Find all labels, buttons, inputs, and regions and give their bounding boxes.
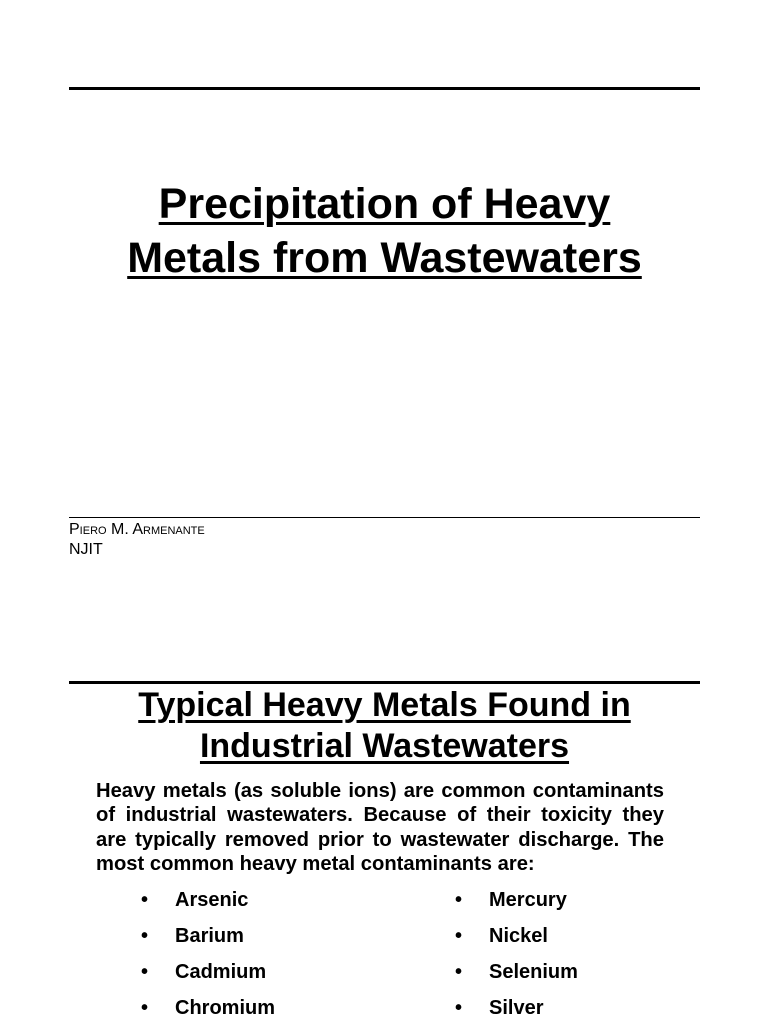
bullet-icon: • (141, 925, 149, 947)
list-item (141, 994, 275, 1024)
author-block (69, 520, 205, 560)
slide2-title-line1: Typical Heavy Metals Found in (138, 686, 631, 724)
slide1-title-line2: Metals from Wastewaters (127, 234, 642, 282)
metal-name: Arsenic (175, 889, 249, 911)
bullet-icon: • (141, 889, 149, 911)
list-item (455, 886, 578, 922)
slide1-title (69, 177, 700, 285)
slide1-title-line1: Precipitation of Heavy (158, 180, 611, 228)
author-name: Piero M. Armenante (69, 521, 205, 538)
metal-name: Silver (489, 997, 544, 1019)
bullet-icon: • (141, 997, 149, 1019)
bullet-icon: • (455, 961, 463, 983)
bullet-icon: • (455, 925, 463, 947)
slide2-title (69, 685, 700, 767)
list-item (141, 886, 275, 922)
author-rule (69, 517, 700, 518)
metal-name: Selenium (489, 961, 578, 983)
list-item (455, 922, 578, 958)
metal-name: Nickel (489, 925, 548, 947)
metal-name: Cadmium (175, 961, 267, 983)
author-institution: NJIT (69, 541, 103, 558)
top-rule (69, 87, 700, 90)
bullet-icon: • (141, 961, 149, 983)
slide2-title-line2: Industrial Wastewaters (199, 727, 570, 765)
metal-name: Mercury (489, 889, 567, 911)
intro-paragraph: Heavy metals (as soluble ions) are common contaminants of industrial wastewaters. Because of their toxicity they are typically removed prior to wastewater discharge. The most common heavy metal contaminants are: (96, 780, 664, 875)
metals-list-right (455, 886, 578, 1024)
list-item (141, 922, 275, 958)
bullet-icon: • (455, 889, 463, 911)
section-rule (69, 681, 700, 684)
list-item (455, 994, 578, 1024)
metals-list-left (141, 886, 275, 1024)
metal-name: Chromium (175, 997, 275, 1019)
list-item (141, 958, 275, 994)
metal-name: Barium (175, 925, 244, 947)
list-item (455, 958, 578, 994)
bullet-icon: • (455, 997, 463, 1019)
